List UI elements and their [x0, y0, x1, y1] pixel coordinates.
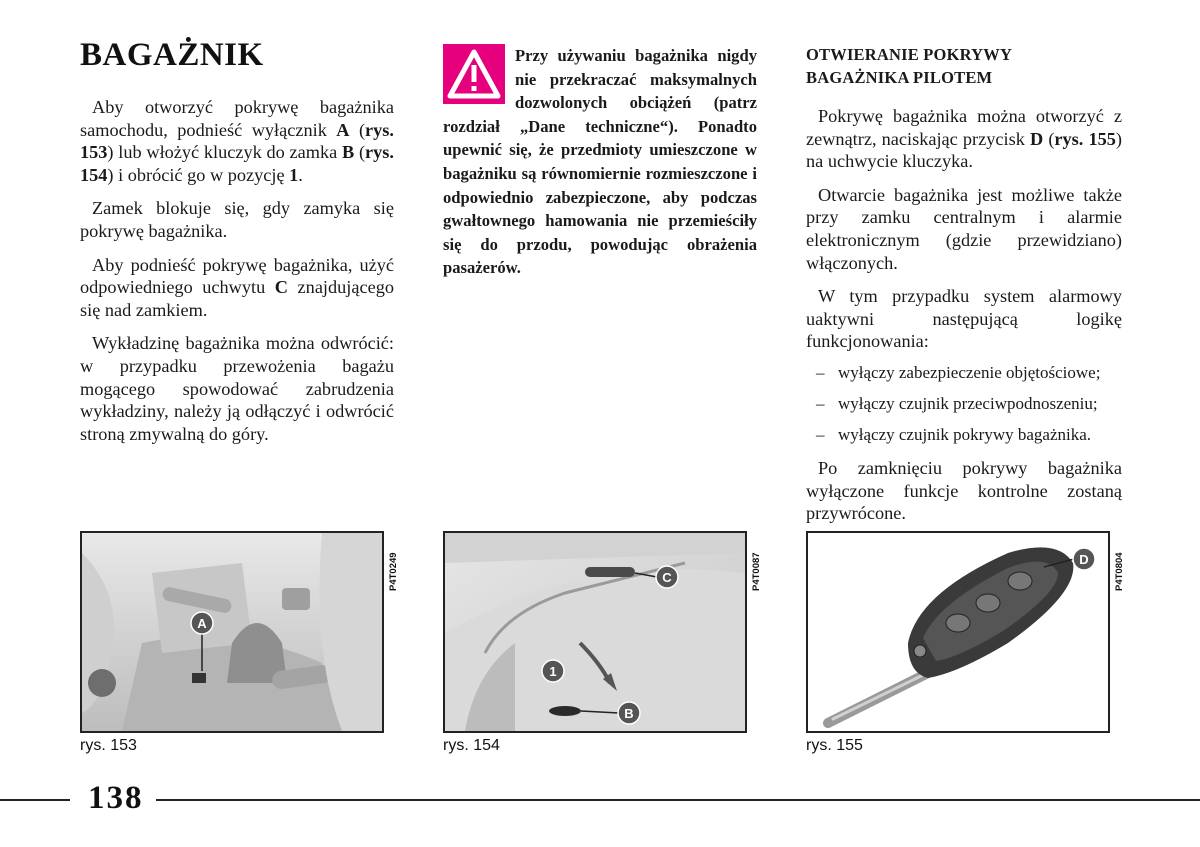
figure-ref: rys. 154	[80, 142, 394, 185]
list-item-text: wyłączy zabezpieczenie objętościowe;	[838, 362, 1101, 382]
list-item: – wyłączy zabezpieczenie objętościowe;	[816, 362, 1101, 382]
figure-153-image	[80, 531, 384, 733]
warning-box	[443, 44, 757, 280]
paragraph-open-trunk	[80, 96, 394, 186]
text: Aby podnieść pokrywę bagażnika, użyć odpowiedniego uchwytu	[80, 254, 394, 298]
figure-label-1: 1	[549, 664, 557, 679]
label-ref: A	[336, 119, 350, 140]
figure-155-caption: rys. 155	[806, 737, 863, 754]
figure-label-a: A	[197, 616, 207, 631]
text: ) lub włożyć kluczyk do zamka	[107, 142, 342, 163]
figure-154-code: P4T0087	[751, 552, 762, 591]
paragraph-handle	[80, 254, 394, 322]
figure-label-c: C	[662, 570, 672, 585]
list-item-text: wyłączy czujnik pokrywy bagażnika.	[838, 424, 1092, 444]
section-heading	[806, 44, 1122, 89]
paragraph-restore: Po zamknięciu pokrywy bagażnika wyłączone funkcje kontrolne zostaną przywrócone.	[806, 457, 1122, 524]
paragraph-alarm: W tym przypadku system alarmowy uaktywni następującą logikę funkcjonowania:	[806, 286, 1122, 352]
figure-label-d: D	[1079, 552, 1089, 567]
paragraph-central-lock: Otwarcie bagażnika jest możliwe także przy zamku centralnym i alarmie elektronicznym (gdzie przewidziano) włączonych.	[806, 184, 1122, 273]
text: (	[349, 119, 366, 140]
paragraph-carpet: Wykładzinę bagażnika można odwrócić: w przypadku przewożenia bagażu mogącego spowodować zabrudzenia wykładziny, należy ją odłączyć i odwrócić stroną zmywalną do góry.	[80, 333, 394, 444]
label-ref: 1	[289, 164, 299, 185]
footer-rule-right	[156, 799, 1200, 801]
figure-154-image	[443, 531, 747, 733]
text: ) i obrócić go w pozycję	[107, 164, 290, 185]
text: ) na uchwycie kluczyka.	[806, 128, 1122, 172]
column-left	[80, 96, 394, 445]
list-item: – wyłączy czujnik pokrywy bagażnika.	[816, 424, 1092, 444]
heading-line: BAGAŻNIKA PILOTEM	[806, 67, 993, 87]
text: (	[354, 142, 366, 163]
list-item: – wyłączy czujnik przeciwpodnoszeniu;	[816, 393, 1098, 413]
page-title: BAGAŻNIK	[80, 37, 264, 73]
heading-line: OTWIERANIE POKRYWY	[806, 45, 1013, 64]
figure-ref: rys. 153	[80, 119, 394, 163]
text: (	[1043, 128, 1055, 149]
figure-153-caption: rys. 153	[80, 737, 137, 754]
figure-155-image	[806, 531, 1110, 733]
footer-rule-left	[0, 799, 70, 801]
figure-label-b: B	[624, 706, 634, 721]
figure-ref: rys. 155	[1054, 128, 1116, 149]
figure-155-code: P4T0804	[1114, 552, 1125, 591]
page-number: 138	[88, 780, 144, 816]
warning-icon	[443, 44, 505, 104]
list-item-text: wyłączy czujnik przeciwpodnoszeniu;	[838, 393, 1098, 413]
paragraph-lock: Zamek blokuje się, gdy zamyka się pokrywę bagażnika.	[80, 198, 394, 241]
text: Aby otworzyć pokrywę bagażnika samochodu, podnieść wyłącznik	[80, 97, 394, 140]
warning-text: Przy używaniu bagażnika nigdy nie przekraczać maksymalnych dozwolonych obciążeń (patrz rozdział „Dane techniczne“). Ponadto upewnić się, że przedmioty umieszczone w bagażniku są równomiernie rozmieszczone i odpowiednio zabezpieczone, aby podczas gwałtownego hamowania nie przemieściły się do przodu, powodując obrażenia pasażerów.	[443, 46, 757, 278]
text: Pokrywę bagażnika można otworzyć z zewnątrz, naciskając przycisk	[806, 106, 1122, 149]
label-ref: C	[274, 277, 288, 298]
column-right	[806, 105, 1122, 525]
label-ref: D	[1029, 128, 1044, 149]
paragraph-remote	[806, 105, 1122, 173]
text: znajdującego się nad zamkiem.	[80, 277, 394, 320]
label-ref: B	[342, 142, 355, 163]
figure-154-caption: rys. 154	[443, 737, 500, 754]
figure-153-code: P4T0249	[388, 552, 399, 591]
text: .	[298, 164, 303, 185]
